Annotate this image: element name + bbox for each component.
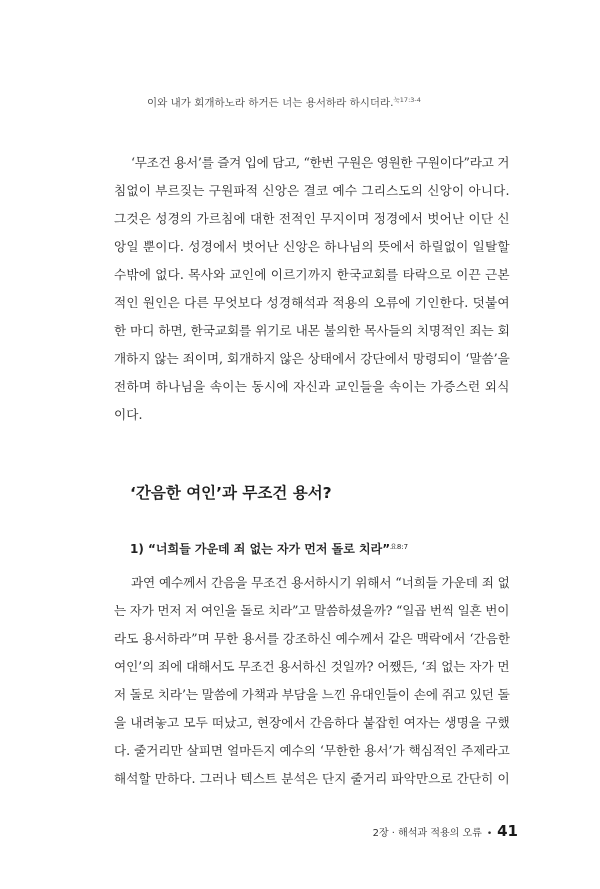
subsection-reference: 요8:7	[390, 543, 409, 551]
text-line: ‘무조건 용서’를 즐겨 입에 담고, “한번 구원은 영원한 구원이다”라고 거	[131, 155, 510, 170]
text-line: 해석할 만하다. 그러나 텍스트 분석은 단지 줄거리 파악만으로 간단히 이	[114, 771, 510, 786]
text-line: 저 돌로 치라’는 말씀에 가책과 부담을 느낀 유대인들이 손에 쥐고 있던 돌	[114, 687, 510, 702]
page-footer	[373, 822, 518, 840]
text-line: 이다.	[114, 407, 143, 422]
subsection-heading	[130, 540, 408, 557]
text-line: 전하며 하나님을 속이는 동시에 자신과 교인들을 속이는 가증스런 외식	[114, 379, 510, 394]
bullet-separator: •	[486, 829, 493, 839]
text-line: 라도 용서하라”며 무한 용서를 강조하신 예수께서 같은 맥락에서 ‘간음한	[114, 631, 511, 646]
section-heading: ‘간음한 여인’과 무조건 용서?	[130, 484, 332, 502]
subsection-text: 1) “너희들 가운데 죄 없는 자가 먼저 돌로 치라”	[130, 542, 391, 556]
quote-reference: 눅17:3-4	[393, 96, 421, 104]
page-number: 41	[497, 822, 518, 840]
text-line: 과연 예수께서 간음을 무조건 용서하시기 위해서 “너희들 가운데 죄 없	[131, 575, 510, 590]
text-line: 침없이 부르짖는 구원파적 신앙은 결코 예수 그리스도의 신앙이 아니다.	[114, 183, 510, 198]
scripture-quote	[147, 95, 567, 110]
text-line: 여인’의 죄에 대해서도 무조건 용서하신 것일까? 어쨌든, ‘죄 없는 자가 먼	[114, 659, 510, 674]
text-line: 수밖에 없다. 목사와 교인에 이르기까지 한국교회를 타락으로 이끈 근본	[114, 267, 510, 282]
text-line: 앙일 뿐이다. 성경에서 벗어난 신앙은 하나님의 뜻에서 하릴없이 일탈할	[114, 239, 510, 254]
text-line: 그것은 성경의 가르침에 대한 전적인 무지이며 정경에서 벗어난 이단 신	[114, 211, 510, 226]
quote-text: 이와 내가 회개하노라 하거든 너는 용서하라 하시더라.	[147, 97, 394, 109]
text-line: 을 내려놓고 모두 떠났고, 현장에서 간음하다 붙잡힌 여자는 생명을 구했	[114, 715, 510, 730]
text-line: 다. 줄거리만 살피면 얼마든지 예수의 ‘무한한 용서’가 핵심적인 주제라고	[114, 743, 510, 758]
text-line: 적인 원인은 다른 무엇보다 성경해석과 적용의 오류에 기인한다. 덧붙여	[114, 295, 510, 310]
text-line: 는 자가 먼저 저 여인을 돌로 치라”고 말씀하셨을까? “일곱 번씩 일흔 번이	[114, 603, 510, 618]
text-line: 개하지 않는 죄이며, 회개하지 않은 상태에서 강단에서 망령되이 ‘말씀’을	[114, 351, 510, 366]
chapter-title: 2장 · 해석과 적용의 오류	[372, 828, 482, 839]
text-line: 한 마디 하면, 한국교회를 위기로 내몬 불의한 목사들의 치명적인 죄는 회	[114, 323, 510, 338]
